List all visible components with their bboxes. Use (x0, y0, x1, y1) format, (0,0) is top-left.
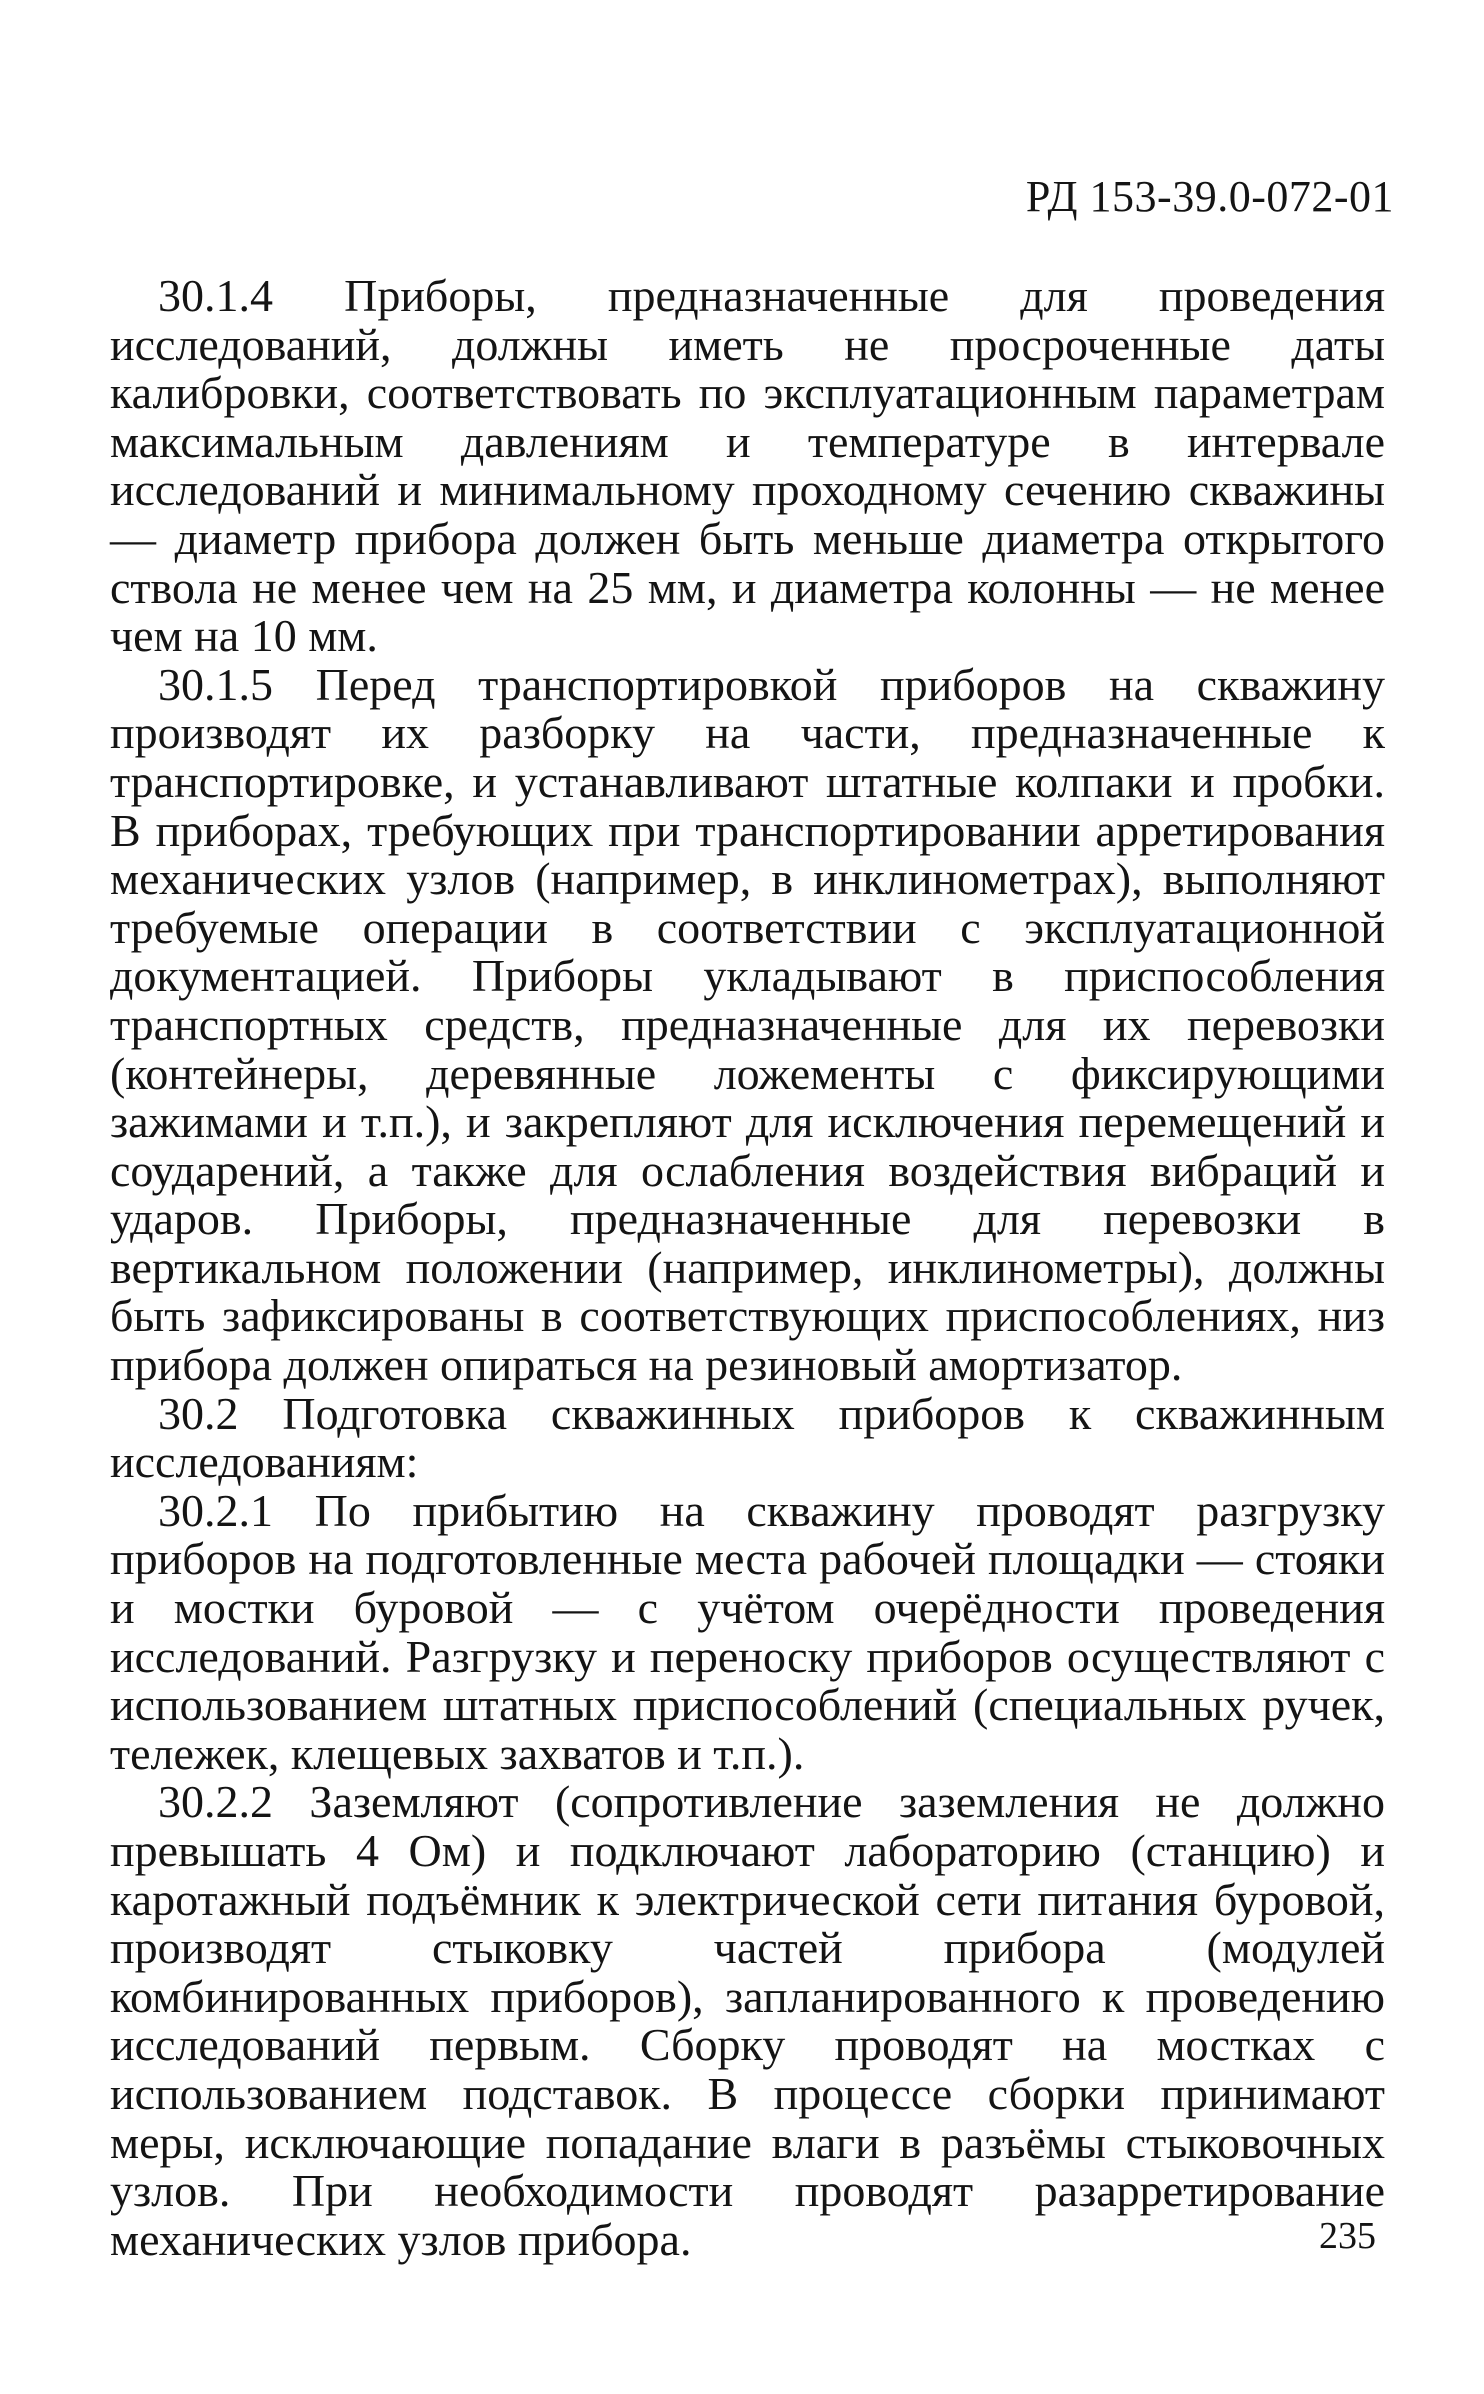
section-heading-30-2: 30.2 Подготовка скважинных приборов к скважинным исследованиям: (110, 1387, 1385, 1488)
paragraph-30-1-4: 30.1.4 Приборы, предназначенные для проведения исследований, должны иметь не просроченные даты калибровки, соответствовать по эксплуатационным параметрам максимальным давлениям и температуре в интервале исследований и минимальному проходному сечению скважины — диаметр прибора должен быть меньше диаметра открытого ствола не менее чем на 25 мм, и диаметра колонны — не менее чем на 10 мм. (110, 270, 1385, 662)
body-text (110, 272, 1385, 2264)
paragraph-30-2-1: 30.2.1 По прибытию на скважину проводят разгрузку приборов на подготовленные места рабочей площадки — стояки и мостки буровой — с учётом очерёдности проведения исследований. Разгрузку и переноску приборов осуществляют с использованием штатных приспособлений (специальных ручек, тележек, клещевых захватов и т.п.). (110, 1484, 1385, 1779)
document-code-header: РД 153-39.0-072-01 (1025, 172, 1394, 221)
paragraph-30-1-5: 30.1.5 Перед транспортировкой приборов на скважину производят их разборку на части, предназначенные к транспортировке, и устанавливают штатные колпаки и пробки. В приборах, требующих при транспортировании арретирования механических узлов (например, в инклинометрах), выполняют требуемые операции в соответствии с эксплуатационной документацией. Приборы укладывают в приспособления транспортных средств, предназначенные для их перевозки (контейнеры, деревянные ложементы с фиксирующими зажимами и т.п.), и закрепляют для исключения перемещений и соударений, а также для ослабления воздействия вибраций и ударов. Приборы, предназначенные для перевозки в вертикальном положении (например, инклинометры), должны быть зафиксированы в соответствующих приспособлениях, низ прибора должен опираться на резиновый амортизатор. (110, 658, 1385, 1391)
paragraph-30-2-2: 30.2.2 Заземляют (сопротивление заземления не должно превышать 4 Ом) и подключают лабораторию (станцию) и каротажный подъёмник к электрической сети питания буровой, производят стыковку частей прибора (модулей комбинированных приборов), запланированного к проведению исследований первым. Сборку проводят на мостках с использованием подставок. В процессе сборки принимают меры, исключающие попадание влаги в разъёмы стыковочных узлов. При необходимости проводят разарретирование механических узлов прибора. (110, 1776, 1385, 2265)
page-number: 235 (1319, 2215, 1376, 2257)
